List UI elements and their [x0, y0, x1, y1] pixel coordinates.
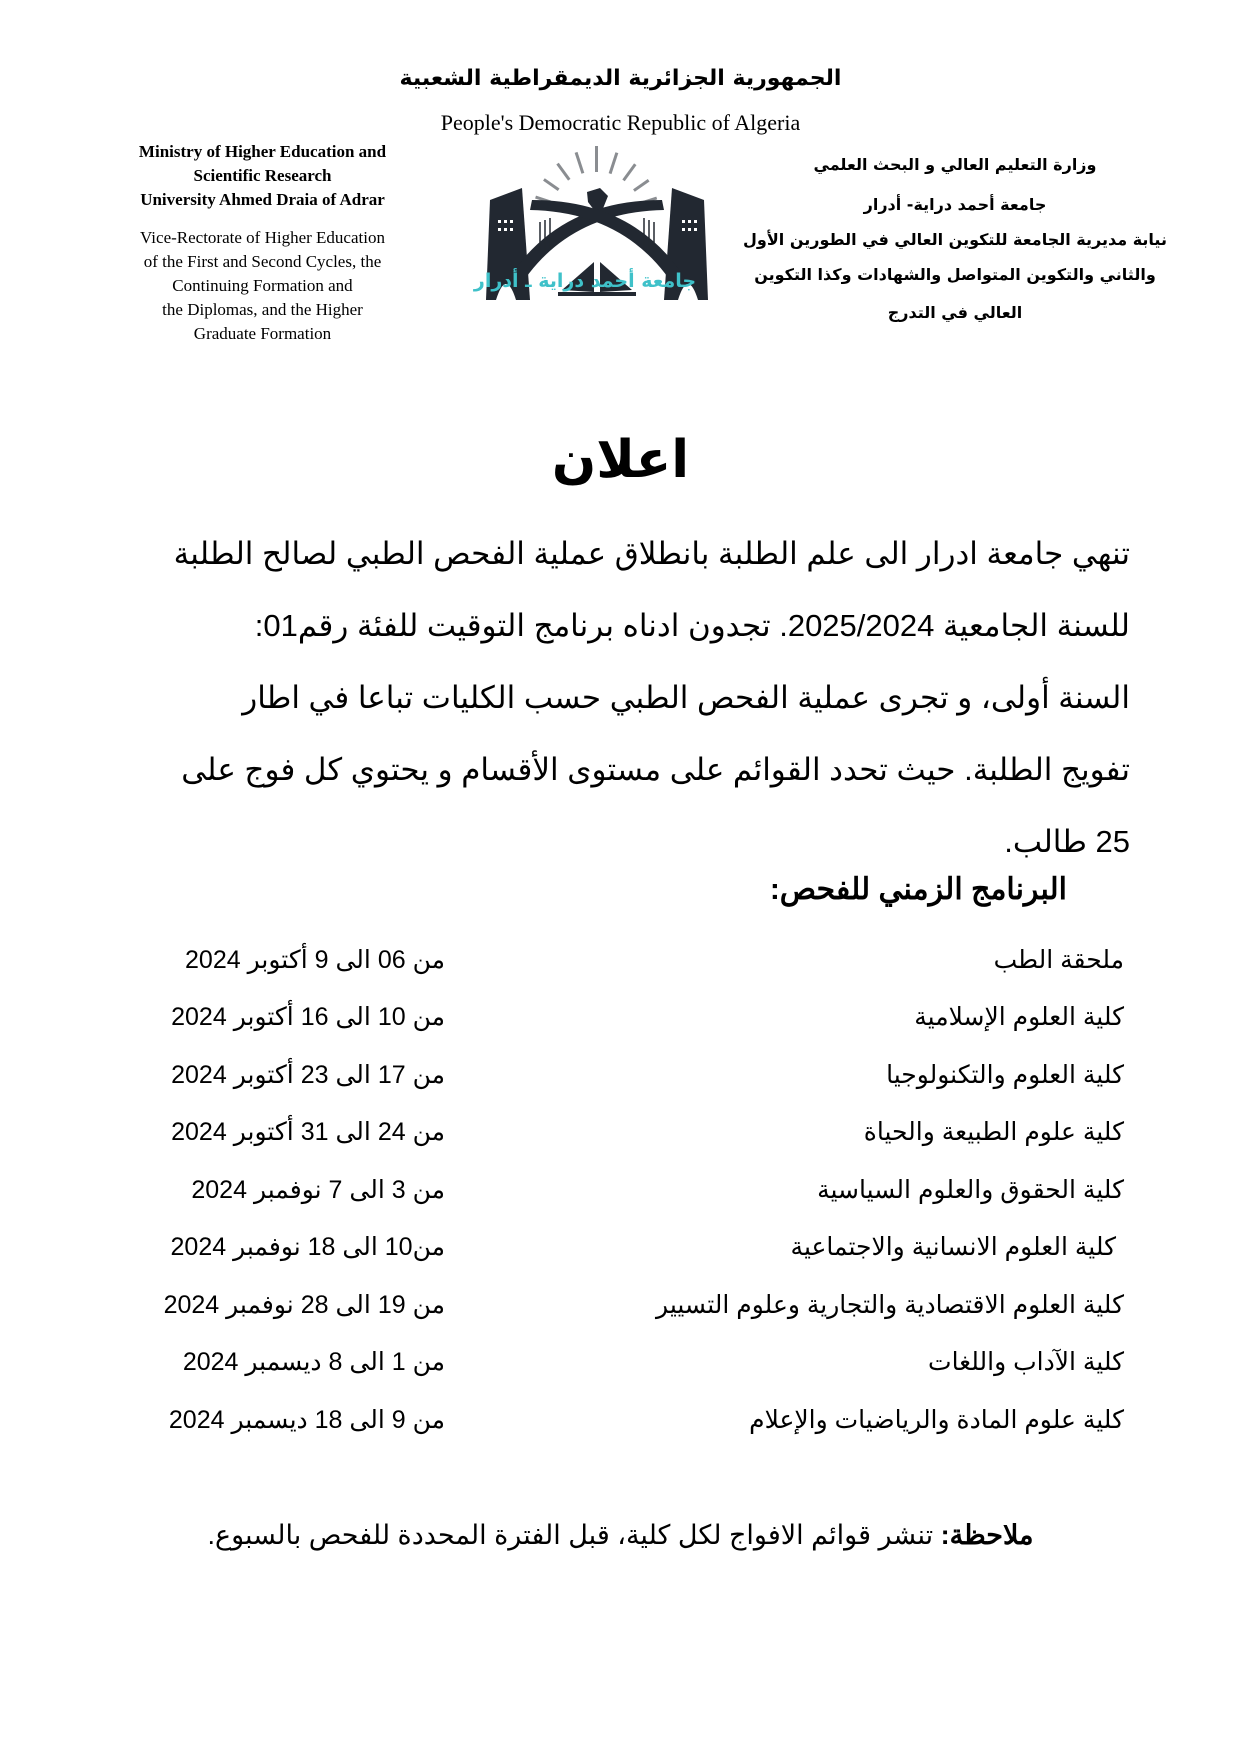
header-arabic-block: [725, 145, 1185, 331]
republic-name-arabic: الجمهورية الجزائرية الديمقراطية الشعبية: [399, 66, 842, 91]
vice-rectorate-line-arabic: والثاني والتكوين المتواصل والشهادات وكذا التكوين: [754, 265, 1156, 284]
vice-rectorate-line: Vice-Rectorate of Higher Education: [140, 228, 385, 247]
vice-rectorate-line: Graduate Formation: [193, 324, 332, 343]
faculty-name: كلية العلوم الإسلامية: [914, 1003, 1124, 1031]
schedule-row: [0, 1060, 1241, 1100]
ministry-line: Ministry of Higher Education and: [138, 142, 387, 161]
body-line: تفويج الطلبة. حيث تحدد القوائم على مستوى الأقسام و يحتوي كل فوج على: [181, 752, 1130, 787]
faculty-name: كلية العلوم الانسانية والاجتماعية: [790, 1233, 1116, 1261]
header-english-block: [100, 140, 425, 346]
exam-dates: من 9 الى 18 ديسمبر 2024: [168, 1406, 445, 1434]
exam-dates: من10 الى 18 نوفمبر 2024: [170, 1233, 445, 1261]
vice-rectorate-line: the Diplomas, and the Higher: [162, 300, 363, 319]
faculty-name: كلية العلوم والتكنولوجيا: [886, 1061, 1124, 1089]
faculty-name: كلية العلوم الاقتصادية والتجارية وعلوم التسيير: [656, 1291, 1124, 1319]
note-text: تنشر قوائم الافواج لكل كلية، قبل الفترة المحددة للفحص بالسبوع.: [207, 1520, 941, 1550]
note-label: ملاحظة:: [940, 1520, 1034, 1550]
vice-rectorate-line: Continuing Formation and: [172, 276, 353, 295]
university-name: University Ahmed Draia of Adrar: [140, 190, 385, 209]
faculty-name: كلية الحقوق والعلوم السياسية: [817, 1176, 1124, 1204]
schedule-row: [0, 945, 1241, 985]
schedule-row: [0, 1347, 1241, 1387]
faculty-name: كلية الآداب واللغات: [928, 1348, 1124, 1376]
exam-dates: من 3 الى 7 نوفمبر 2024: [191, 1176, 445, 1204]
body-line: تنهي جامعة ادرار الى علم الطلبة بانطلاق عملية الفحص الطبي لصالح الطلبة: [173, 536, 1130, 571]
schedule-heading: البرنامج الزمني للفحص:: [769, 873, 1067, 906]
note: [0, 1520, 1241, 1551]
vice-rectorate-line-arabic: العالي في التدرج: [887, 303, 1023, 322]
ministry-line-arabic: وزارة التعليم العالي و البحث العلمي: [813, 155, 1097, 174]
faculty-name: كلية علوم الطبيعة والحياة: [863, 1118, 1124, 1146]
body-line: للسنة الجامعية 2025/2024. تجدون ادناه برنامج التوقيت للفئة رقم01:: [254, 608, 1130, 643]
logo-caption: جامعة أحمد دراية ـ أدرار: [473, 270, 697, 292]
schedule-row: [0, 1405, 1241, 1445]
schedule-row: [0, 1232, 1241, 1272]
republic-name-english: People's Democratic Republic of Algeria: [440, 110, 801, 135]
exam-dates: من 24 الى 31 أكتوبر 2024: [171, 1118, 445, 1146]
schedule-row: [0, 1002, 1241, 1042]
university-name-arabic: جامعة أحمد دراية- أدرار: [863, 195, 1047, 214]
body-line: 25 طالب.: [1004, 824, 1130, 859]
body-line: السنة أولى، و تجرى عملية الفحص الطبي حسب الكليات تباعا في اطار: [242, 680, 1130, 715]
exam-dates: من 17 الى 23 أكتوبر 2024: [171, 1061, 445, 1089]
schedule-row: [0, 1290, 1241, 1330]
exam-dates: من 06 الى 9 أكتوبر 2024: [185, 946, 445, 974]
ministry-line: Scientific Research: [193, 166, 332, 185]
faculty-name: كلية علوم المادة والرياضيات والإعلام: [749, 1406, 1124, 1434]
exam-dates: من 1 الى 8 ديسمبر 2024: [182, 1348, 445, 1376]
exam-dates: من 10 الى 16 أكتوبر 2024: [171, 1003, 445, 1031]
announcement-body: [120, 518, 1130, 878]
vice-rectorate-line-arabic: نيابة مديرية الجامعة للتكوين العالي في الطورين الأول: [743, 230, 1167, 249]
vice-rectorate-line: of the First and Second Cycles, the: [143, 252, 382, 271]
announcement-title: اعلان: [551, 430, 690, 490]
schedule-row: [0, 1117, 1241, 1157]
exam-dates: من 19 الى 28 نوفمبر 2024: [163, 1291, 445, 1319]
faculty-name: ملحقة الطب: [993, 946, 1124, 974]
schedule-row: [0, 1175, 1241, 1215]
